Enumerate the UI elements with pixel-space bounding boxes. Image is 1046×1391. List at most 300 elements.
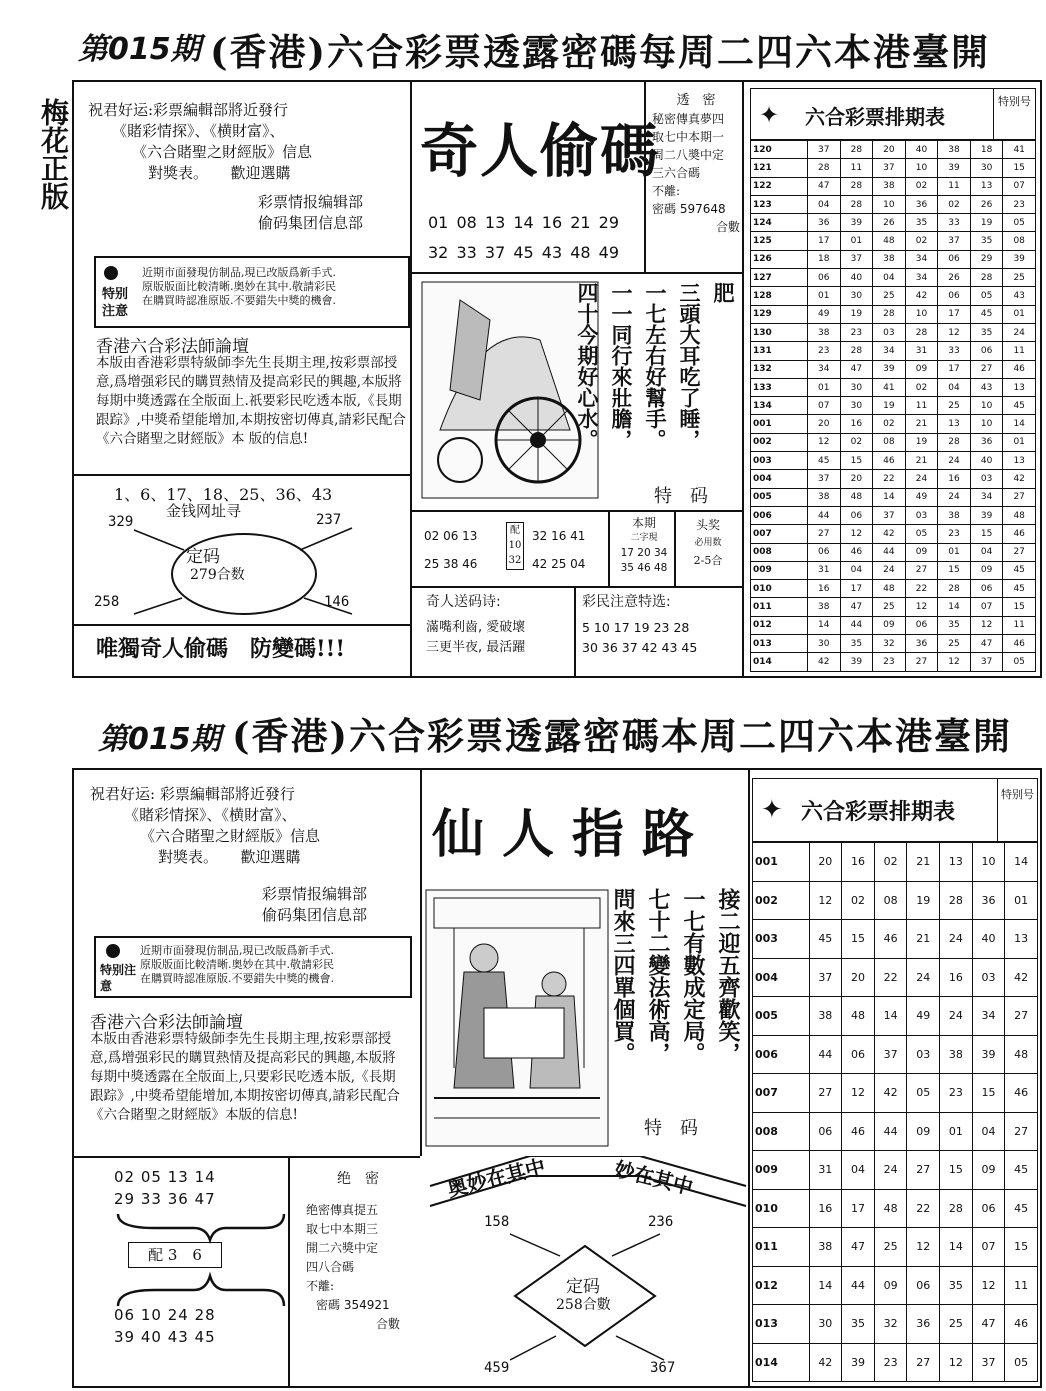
jackpot-sub: 必用数 — [694, 538, 722, 548]
schedule-number-cell: 01 — [1003, 433, 1036, 451]
schedule-number-cell: 44 — [874, 1112, 907, 1151]
divider — [608, 510, 610, 586]
schedule-issue-cell: 008 — [753, 1112, 810, 1151]
schedule-row — [753, 1266, 1038, 1305]
schedule-number-cell: 13 — [938, 415, 971, 433]
schedule-number-cell: 39 — [970, 506, 1003, 524]
secret-code: 354921 — [343, 1298, 390, 1312]
schedule-number-cell: 03 — [972, 958, 1005, 997]
divider — [644, 82, 646, 272]
schedule-number-cell: 30 — [840, 287, 873, 305]
divider — [410, 510, 742, 512]
schedule-number-cell: 37 — [938, 232, 971, 250]
schedule-number-cell: 27 — [808, 525, 841, 543]
schedule-number-cell: 14 — [874, 997, 907, 1036]
schedule-number-cell: 22 — [905, 580, 938, 598]
poem-column: 接二迎五齊歡笑， — [715, 888, 741, 1064]
schedule-number-cell: 28 — [938, 433, 971, 451]
schedule-number-cell: 45 — [1003, 580, 1036, 598]
schedule-row — [751, 378, 1036, 396]
schedule-number-cell: 15 — [970, 525, 1003, 543]
grid-line: 25 38 46 — [424, 557, 478, 571]
schedule-number-cell: 45 — [1005, 1151, 1038, 1190]
schedule-issue-cell: 006 — [753, 1035, 810, 1074]
schedule-number-cell: 39 — [840, 214, 873, 232]
schedule-number-cell: 31 — [809, 1151, 842, 1190]
schedule-number-cell: 02 — [905, 232, 938, 250]
schedule-number-cell: 36 — [907, 1305, 940, 1344]
schedule-number-cell: 36 — [970, 433, 1003, 451]
schedule-row — [751, 543, 1036, 561]
schedule-issue-cell: 003 — [753, 920, 810, 959]
schedule-issue-cell: 121 — [751, 159, 808, 177]
schedule-issue-cell: 123 — [751, 195, 808, 213]
diagram-bottom-right: 146 — [324, 594, 350, 610]
schedule-number-cell: 42 — [905, 287, 938, 305]
schedule-number-cell: 23 — [940, 1074, 973, 1113]
schedule-number-cell: 16 — [840, 415, 873, 433]
schedule-issue-cell: 011 — [753, 1228, 810, 1267]
schedule-row — [751, 214, 1036, 232]
schedule-issue-cell: 130 — [751, 323, 808, 341]
schedule-number-cell: 38 — [809, 1228, 842, 1267]
schedule-row — [751, 525, 1036, 543]
schedule-number-cell: 25 — [938, 635, 971, 653]
schedule-row — [751, 616, 1036, 634]
schedule-number-cell: 08 — [873, 433, 906, 451]
schedule-number-cell: 34 — [905, 250, 938, 268]
schedule-number-cell: 16 — [938, 470, 971, 488]
schedule-number-cell: 12 — [840, 525, 873, 543]
schedule-number-cell: 15 — [972, 1074, 1005, 1113]
schedule-row — [753, 1189, 1038, 1228]
schedule-number-cell: 35 — [842, 1305, 875, 1344]
schedule-number-cell: 23 — [840, 323, 873, 341]
schedule-number-cell: 42 — [808, 653, 841, 671]
forum-title: 香港六合彩法師論壇 — [96, 337, 249, 357]
schedule-number-cell: 24 — [905, 470, 938, 488]
schedule-number-cell: 06 — [970, 580, 1003, 598]
schedule-number-cell: 01 — [940, 1112, 973, 1151]
schedule-number-cell: 12 — [972, 1266, 1005, 1305]
pair-box: 配 3 6 — [128, 1242, 222, 1268]
secret-line: 绝密傳真提五 — [306, 1203, 379, 1217]
divider — [574, 586, 576, 676]
schedule-row — [753, 1228, 1038, 1267]
secret-line: 周二八奬中定 — [652, 148, 725, 162]
schedule-number-cell: 47 — [840, 598, 873, 616]
schedule-number-cell: 19 — [907, 881, 940, 920]
poem-column: 三頭大耳吃了睡， — [677, 282, 702, 450]
numbers-top — [114, 1166, 216, 1210]
schedule-number-cell: 44 — [840, 616, 873, 634]
schedule-number-cell: 14 — [809, 1266, 842, 1305]
schedule-number-cell: 17 — [938, 305, 971, 323]
schedule-number-cell: 27 — [905, 653, 938, 671]
schedule-number-cell: 27 — [907, 1151, 940, 1190]
schedule-number-cell: 45 — [808, 452, 841, 470]
title-numbers-line: 01 08 13 14 16 21 29 — [428, 213, 620, 232]
schedule-number-cell: 09 — [905, 543, 938, 561]
schedule-number-cell: 38 — [873, 177, 906, 195]
schedule-number-cell: 39 — [972, 1035, 1005, 1074]
schedule-row — [753, 1151, 1038, 1190]
schedule-number-cell: 40 — [905, 141, 938, 159]
schedule-number-cell: 43 — [970, 378, 1003, 396]
schedule-number-cell: 12 — [907, 1228, 940, 1267]
schedule-number-cell: 06 — [809, 1112, 842, 1151]
schedule-number-cell: 37 — [808, 470, 841, 488]
schedule-number-cell: 35 — [840, 635, 873, 653]
schedule-number-cell: 39 — [1003, 250, 1036, 268]
schedule-number-cell: 28 — [938, 580, 971, 598]
schedule-row — [753, 1035, 1038, 1074]
notice-line: 近期市面發現仿制品,現已改版爲新手式. — [142, 266, 336, 279]
schedule-number-cell: 28 — [940, 1189, 973, 1228]
schedule-number-cell: 33 — [938, 214, 971, 232]
schedule-number-cell: 23 — [873, 653, 906, 671]
schedule-number-cell: 07 — [1003, 177, 1036, 195]
secret-line: 開二六獎中定 — [306, 1241, 379, 1255]
schedule-number-cell: 10 — [905, 159, 938, 177]
schedule-number-cell: 05 — [970, 287, 1003, 305]
greeting-line: 《賭彩情探》、《横財富》、 — [124, 806, 297, 824]
schedule-number-cell: 27 — [1003, 488, 1036, 506]
poem2-title: 奇人送码诗: — [426, 594, 501, 610]
greeting-block — [88, 100, 408, 234]
schedule-number-cell: 03 — [907, 1035, 940, 1074]
schedule-number-cell: 16 — [842, 843, 875, 882]
schedule-number-cell: 35 — [905, 214, 938, 232]
schedule-number-cell: 36 — [905, 635, 938, 653]
schedule-number-cell: 19 — [840, 305, 873, 323]
schedule-number-cell: 15 — [842, 920, 875, 959]
schedule-number-cell: 27 — [970, 360, 1003, 378]
schedule-number-cell: 46 — [1005, 1074, 1038, 1113]
schedule-number-cell: 38 — [873, 250, 906, 268]
secret-line: 取七中本期一 — [652, 130, 725, 144]
schedule-number-cell: 16 — [940, 958, 973, 997]
schedule-number-cell: 30 — [970, 159, 1003, 177]
schedule-number-cell: 31 — [808, 561, 841, 579]
schedule-number-cell: 24 — [874, 1151, 907, 1190]
schedule-number-cell: 26 — [873, 214, 906, 232]
schedule-number-cell: 20 — [808, 415, 841, 433]
poem-column: 一一同行來壯膽， — [609, 282, 634, 450]
schedule-number-cell: 03 — [905, 506, 938, 524]
schedule-number-cell: 39 — [840, 653, 873, 671]
schedule-number-cell: 37 — [840, 250, 873, 268]
schedule-issue-cell: 001 — [751, 415, 808, 433]
greeting-block — [90, 784, 410, 926]
schedule-number-cell: 04 — [873, 269, 906, 287]
schedule-number-cell: 15 — [840, 452, 873, 470]
schedule-number-cell: 18 — [808, 250, 841, 268]
schedule-number-cell: 34 — [972, 997, 1005, 1036]
schedule-issue-cell: 005 — [751, 488, 808, 506]
secret-sum: 合數 — [375, 1317, 400, 1331]
schedule-number-cell: 21 — [905, 452, 938, 470]
schedule-number-cell: 01 — [1005, 881, 1038, 920]
schedule-number-cell: 39 — [873, 360, 906, 378]
greeting-line: 《賭彩情探》、《横財富》、 — [112, 122, 285, 140]
greeting-line: 祝君好运: 彩票編輯部將近發行 — [90, 785, 295, 803]
golden-site: 金钱网址寻 — [166, 502, 242, 520]
schedule-number-cell: 09 — [874, 1266, 907, 1305]
schedule-number-cell: 28 — [905, 323, 938, 341]
diagram-center-title: 定码 — [566, 1277, 600, 1297]
schedule-number-cell: 34 — [808, 360, 841, 378]
schedule-number-cell: 06 — [905, 616, 938, 634]
forum-body: 本版由香港彩票特級師李先生長期主理,按彩票部授意,爲增强彩民的購買熱情及提高彩民的興趣,本版將每期中獎透露在全版面上.祇要彩民吃透本版,《長期跟踪》,中獎希望能增加,本期按密切傳真,請彩民配合《六合賭聖之財經版》本 版的信息! — [96, 355, 406, 447]
schedule-number-cell: 46 — [842, 1112, 875, 1151]
schedule-number-cell: 37 — [873, 506, 906, 524]
schedule-number-cell: 12 — [970, 616, 1003, 634]
schedule-issue-cell: 014 — [751, 653, 808, 671]
schedule-number-cell: 44 — [808, 506, 841, 524]
diagram-center-sub: 279合数 — [190, 567, 245, 583]
schedule-row — [751, 159, 1036, 177]
schedule-header — [752, 778, 1038, 842]
schedule-number-cell: 47 — [840, 360, 873, 378]
schedule-number-cell: 07 — [972, 1228, 1005, 1267]
schedule-number-cell: 05 — [1005, 1343, 1038, 1382]
schedule-number-cell: 12 — [938, 653, 971, 671]
divider — [288, 1156, 290, 1386]
schedule-number-cell: 13 — [1003, 378, 1036, 396]
schedule-number-cell: 27 — [1003, 543, 1036, 561]
schedule-number-cell: 20 — [842, 958, 875, 997]
schedule-row — [753, 1112, 1038, 1151]
schedule-row — [753, 843, 1038, 882]
schedule-number-cell: 27 — [905, 561, 938, 579]
schedule-number-cell: 06 — [808, 269, 841, 287]
schedule-number-cell: 02 — [873, 415, 906, 433]
diagram-top-right: 237 — [316, 512, 342, 528]
secret-line: 秘密傳真夢四 — [652, 112, 725, 126]
schedule-number-cell: 24 — [940, 920, 973, 959]
schedule-number-cell: 04 — [840, 561, 873, 579]
schedule-number-cell: 11 — [905, 397, 938, 415]
notice-label: 特别注意 — [102, 287, 129, 319]
schedule-number-cell: 40 — [972, 920, 1005, 959]
diagram-bottom-left: 258 — [94, 594, 120, 610]
forum-body: 本版由香港彩票特級師李先生長期主理,按彩票部授意,爲增强彩民的購買熱情及提高彩民的興趣,本版將每期中獎透露在全版面上,只要彩民吃透本版,《長期跟踪》,中獎希望能增加,本期按密切傳真,請彩民配合《六合賭聖之財經版》本版的信息! — [90, 1031, 400, 1123]
secret-footer: 不離: — [306, 1279, 335, 1293]
poem-column: 一七左右好幫手。 — [643, 282, 668, 450]
schedule-number-cell: 28 — [840, 177, 873, 195]
schedule-number-cell: 24 — [940, 997, 973, 1036]
schedule-row — [751, 305, 1036, 323]
schedule-row — [751, 397, 1036, 415]
schedule-issue-cell: 002 — [753, 881, 810, 920]
schedule-number-cell: 34 — [970, 488, 1003, 506]
schedule-issue-cell: 004 — [753, 958, 810, 997]
notice-line: 在購買時認准原版.不要錯失中獎的機會. — [140, 972, 334, 985]
schedule-number-cell: 19 — [873, 397, 906, 415]
schedule-number-cell: 04 — [938, 378, 971, 396]
schedule-row — [753, 1343, 1038, 1382]
schedule-number-cell: 38 — [940, 1035, 973, 1074]
schedule-number-cell: 28 — [808, 159, 841, 177]
numbers-line: 02 05 13 14 — [114, 1168, 216, 1186]
schedule-row — [751, 141, 1036, 159]
schedule-number-cell: 36 — [905, 195, 938, 213]
schedule-number-cell: 28 — [873, 305, 906, 323]
secret-code-label: 密碼 — [652, 202, 677, 216]
banner-left: 奥妙在其中 — [444, 1154, 548, 1202]
schedule-number-cell: 09 — [873, 616, 906, 634]
period-sub: 二字現 — [630, 533, 658, 543]
special-label: 特别号 — [997, 779, 1037, 841]
schedule-number-cell: 12 — [905, 598, 938, 616]
schedule-number-cell: 46 — [1003, 360, 1036, 378]
schedule-number-cell: 17 — [808, 232, 841, 250]
jackpot-box — [678, 516, 738, 570]
schedule-issue-cell: 005 — [753, 997, 810, 1036]
schedule-number-cell: 06 — [938, 250, 971, 268]
schedule-issue-cell: 009 — [753, 1151, 810, 1190]
schedule-number-cell: 04 — [808, 195, 841, 213]
schedule-number-cell: 48 — [1003, 506, 1036, 524]
schedule-number-cell: 03 — [970, 470, 1003, 488]
schedule-number-cell: 25 — [874, 1228, 907, 1267]
schedule-number-cell: 38 — [938, 506, 971, 524]
schedule-issue-cell: 132 — [751, 360, 808, 378]
schedule-number-cell: 06 — [907, 1266, 940, 1305]
schedule-number-cell: 17 — [840, 580, 873, 598]
schedule-issue-cell: 010 — [751, 580, 808, 598]
notice-box — [94, 256, 410, 328]
poem2-box — [426, 592, 576, 658]
schedule-number-cell: 48 — [842, 997, 875, 1036]
schedule-issue-cell: 004 — [751, 470, 808, 488]
schedule-number-cell: 04 — [972, 1112, 1005, 1151]
schedule-number-cell: 41 — [1003, 141, 1036, 159]
schedule-number-cell: 28 — [970, 269, 1003, 287]
schedule-number-cell: 42 — [874, 1074, 907, 1113]
schedule-row — [751, 653, 1036, 671]
schedule-issue-cell: 120 — [751, 141, 808, 159]
schedule-number-cell: 27 — [907, 1343, 940, 1382]
schedule-number-cell: 14 — [1003, 415, 1036, 433]
title-numbers — [428, 208, 619, 268]
schedule-number-cell: 35 — [938, 616, 971, 634]
page-headline: (香港)六合彩票透露密碼每周二四六本港臺開 — [210, 30, 991, 74]
notice-text — [142, 266, 408, 308]
schedule-number-cell: 02 — [840, 433, 873, 451]
center-code-diagram — [94, 506, 404, 630]
period-box — [614, 516, 674, 576]
schedule-issue-cell: 007 — [753, 1074, 810, 1113]
schedule-number-cell: 49 — [808, 305, 841, 323]
schedule-number-cell: 45 — [1003, 397, 1036, 415]
notice-line: 原版版面比較清晰.奥妙在其中.敬請彩民 — [142, 280, 336, 293]
schedule-number-cell: 09 — [907, 1112, 940, 1151]
numbers-bottom — [114, 1304, 216, 1348]
schedule-issue-cell: 008 — [751, 543, 808, 561]
schedule-number-cell: 25 — [873, 598, 906, 616]
schedule-number-cell: 12 — [808, 433, 841, 451]
schedule-number-cell: 15 — [1003, 598, 1036, 616]
schedule-number-cell: 05 — [1003, 214, 1036, 232]
poem-column: 七十二變法術高， — [645, 888, 671, 1064]
schedule-number-cell: 38 — [808, 323, 841, 341]
grid-right — [532, 522, 585, 578]
schedule-number-cell: 14 — [1005, 843, 1038, 882]
schedule-number-cell: 41 — [873, 378, 906, 396]
schedule-number-cell: 02 — [874, 843, 907, 882]
schedule-issue-cell: 007 — [751, 525, 808, 543]
schedule-number-cell: 09 — [905, 360, 938, 378]
bottom-panel — [72, 768, 1042, 1388]
schedule-issue-cell: 125 — [751, 232, 808, 250]
divider — [748, 770, 750, 1386]
schedule-number-cell: 15 — [1003, 159, 1036, 177]
schedule-number-cell: 28 — [840, 342, 873, 360]
schedule-number-cell: 13 — [940, 843, 973, 882]
schedule-number-cell: 04 — [970, 543, 1003, 561]
schedule-number-cell: 06 — [972, 1189, 1005, 1228]
schedule-number-cell: 39 — [842, 1343, 875, 1382]
schedule-number-cell: 12 — [940, 1343, 973, 1382]
schedule-number-cell: 38 — [809, 997, 842, 1036]
schedule-number-cell: 14 — [808, 616, 841, 634]
schedule-number-cell: 06 — [840, 506, 873, 524]
schedule-number-cell: 28 — [940, 881, 973, 920]
period-line: 17 20 34 — [620, 547, 668, 559]
schedule-row — [753, 958, 1038, 997]
schedule-number-cell: 20 — [840, 470, 873, 488]
schedule-number-cell: 38 — [808, 598, 841, 616]
poem2-line: 滿嘴利齒, 愛破壞 — [426, 620, 526, 635]
schedule-issue-cell: 001 — [753, 843, 810, 882]
schedule-row — [751, 635, 1036, 653]
schedule-row — [751, 506, 1036, 524]
schedule-number-cell: 24 — [873, 561, 906, 579]
schedule-number-cell: 13 — [970, 177, 1003, 195]
schedule-number-cell: 14 — [938, 598, 971, 616]
schedule-number-cell: 47 — [970, 635, 1003, 653]
schedule-number-cell: 47 — [972, 1305, 1005, 1344]
schedule-number-cell: 36 — [808, 214, 841, 232]
schedule-number-cell: 37 — [808, 141, 841, 159]
schedule-number-cell: 11 — [1003, 342, 1036, 360]
schedule-row — [751, 195, 1036, 213]
schedule-number-cell: 26 — [970, 195, 1003, 213]
schedule-number-cell: 08 — [1003, 232, 1036, 250]
schedule-issue-cell: 003 — [751, 452, 808, 470]
jackpot-range: 2-5合 — [693, 554, 723, 567]
schedule-number-cell: 37 — [970, 653, 1003, 671]
schedule-number-cell: 06 — [938, 287, 971, 305]
schedule-number-cell: 22 — [873, 470, 906, 488]
schedule-number-cell: 47 — [842, 1228, 875, 1267]
secret-title: 绝 密 — [337, 1171, 379, 1187]
schedule-table — [752, 842, 1038, 1382]
schedule-title: 六合彩票排期表 — [805, 105, 945, 129]
schedule-number-cell: 46 — [874, 920, 907, 959]
divider — [420, 770, 422, 1156]
schedule-row — [751, 287, 1036, 305]
schedule-number-cell: 30 — [840, 397, 873, 415]
grid-mid-cell: 10 — [508, 540, 522, 551]
schedule-issue-cell: 013 — [753, 1305, 810, 1344]
schedule-number-cell: 28 — [840, 141, 873, 159]
schedule-issue-cell: 129 — [751, 305, 808, 323]
slogan: 唯獨奇人偷碼 防變碼!!! — [96, 636, 345, 662]
schedule-row — [753, 920, 1038, 959]
